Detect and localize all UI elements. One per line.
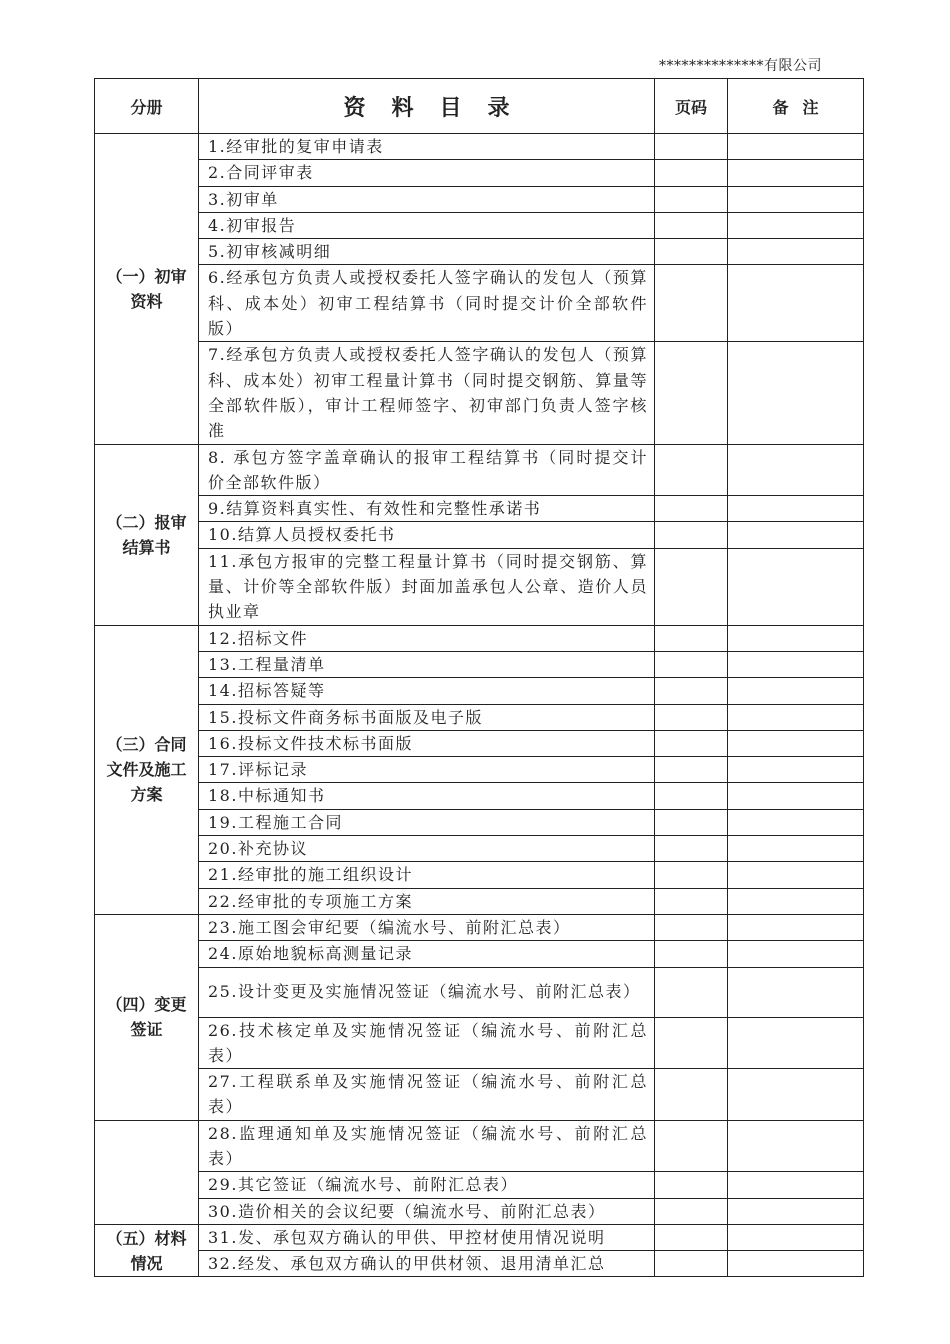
document-item: 11.承包方报审的完整工程量计算书（同时提交钢筋、算量、计价等全部软件版）封面加盖承包人公章、造价人员执业章 bbox=[199, 548, 655, 625]
column-header-volume: 分册 bbox=[95, 79, 199, 134]
page-number-cell bbox=[655, 704, 728, 730]
page-number-cell bbox=[655, 651, 728, 677]
column-header-remark: 备注 bbox=[728, 79, 864, 134]
remark-cell bbox=[728, 1198, 864, 1224]
page-number-cell bbox=[655, 625, 728, 651]
company-name: **************有限公司 bbox=[659, 58, 822, 74]
page-number-cell bbox=[655, 1017, 728, 1069]
page-number-cell bbox=[655, 757, 728, 783]
table-row bbox=[95, 730, 864, 756]
document-item: 28.监理通知单及实施情况签证（编流水号、前附汇总表） bbox=[199, 1120, 655, 1172]
page-number-cell bbox=[655, 809, 728, 835]
page-number-cell bbox=[655, 444, 728, 496]
page-number-cell bbox=[655, 1069, 728, 1121]
page-number-cell bbox=[655, 836, 728, 862]
table-row bbox=[95, 548, 864, 625]
remark-cell bbox=[728, 1251, 864, 1277]
page-number-cell bbox=[655, 1198, 728, 1224]
section-label: （二）报审结算书 bbox=[95, 444, 199, 625]
remark-cell bbox=[728, 134, 864, 160]
document-item: 29.其它签证（编流水号、前附汇总表） bbox=[199, 1172, 655, 1198]
table-row bbox=[95, 160, 864, 186]
page-number-cell bbox=[655, 1120, 728, 1172]
document-item: 12.招标文件 bbox=[199, 625, 655, 651]
page-number-cell bbox=[655, 730, 728, 756]
table-row bbox=[95, 134, 864, 160]
table-row bbox=[95, 704, 864, 730]
remark-cell bbox=[728, 941, 864, 967]
remark-cell bbox=[728, 160, 864, 186]
remark-cell bbox=[728, 836, 864, 862]
section-label: （五）材料情况 bbox=[95, 1224, 199, 1277]
page-number-cell bbox=[655, 186, 728, 212]
table-row bbox=[95, 444, 864, 496]
document-item: 27.工程联系单及实施情况签证（编流水号、前附汇总表） bbox=[199, 1069, 655, 1121]
page-number-cell bbox=[655, 888, 728, 914]
remark-cell bbox=[728, 1120, 864, 1172]
page-number-cell bbox=[655, 265, 728, 342]
table-row bbox=[95, 1251, 864, 1277]
page-number-cell bbox=[655, 160, 728, 186]
section-label: （四）变更签证 bbox=[95, 914, 199, 1120]
document-item: 1.经审批的复审申请表 bbox=[199, 134, 655, 160]
table-row bbox=[95, 212, 864, 238]
document-item: 24.原始地貌标高测量记录 bbox=[199, 941, 655, 967]
table-body bbox=[95, 134, 864, 1277]
table-row bbox=[95, 1069, 864, 1121]
remark-cell bbox=[728, 1172, 864, 1198]
section-label bbox=[95, 1120, 199, 1224]
remark-cell bbox=[728, 1069, 864, 1121]
document-item: 4.初审报告 bbox=[199, 212, 655, 238]
table-row bbox=[95, 1017, 864, 1069]
section-label: （一）初审资料 bbox=[95, 134, 199, 445]
remark-cell bbox=[728, 239, 864, 265]
section-label: （三）合同文件及施工方案 bbox=[95, 625, 199, 914]
table-row bbox=[95, 783, 864, 809]
document-item: 6.经承包方负责人或授权委托人签字确认的发包人（预算科、成本处）初审工程结算书（同时提交计价全部软件版） bbox=[199, 265, 655, 342]
table-row bbox=[95, 862, 864, 888]
table-row bbox=[95, 757, 864, 783]
remark-cell bbox=[728, 1224, 864, 1250]
table-row bbox=[95, 1172, 864, 1198]
remark-cell bbox=[728, 212, 864, 238]
remark-cell bbox=[728, 548, 864, 625]
table-row bbox=[95, 809, 864, 835]
column-header-page: 页码 bbox=[655, 79, 728, 134]
document-item: 23.施工图会审纪要（编流水号、前附汇总表） bbox=[199, 914, 655, 940]
document-item: 8. 承包方签字盖章确认的报审工程结算书（同时提交计价全部软件版） bbox=[199, 444, 655, 496]
document-item: 9.结算资料真实性、有效性和完整性承诺书 bbox=[199, 496, 655, 522]
remark-cell bbox=[728, 444, 864, 496]
document-item: 3.初审单 bbox=[199, 186, 655, 212]
document-item: 18.中标通知书 bbox=[199, 783, 655, 809]
document-item: 15.投标文件商务标书面版及电子版 bbox=[199, 704, 655, 730]
page-number-cell bbox=[655, 1224, 728, 1250]
table-row bbox=[95, 522, 864, 548]
table-row bbox=[95, 265, 864, 342]
remark-cell bbox=[728, 809, 864, 835]
remark-cell bbox=[728, 265, 864, 342]
document-item: 32.经发、承包双方确认的甲供材领、退用清单汇总 bbox=[199, 1251, 655, 1277]
page-number-cell bbox=[655, 1172, 728, 1198]
page-number-cell bbox=[655, 914, 728, 940]
document-item: 30.造价相关的会议纪要（编流水号、前附汇总表） bbox=[199, 1198, 655, 1224]
page-number-cell bbox=[655, 212, 728, 238]
remark-cell bbox=[728, 678, 864, 704]
remark-cell bbox=[728, 625, 864, 651]
document-item: 10.结算人员授权委托书 bbox=[199, 522, 655, 548]
remark-cell bbox=[728, 730, 864, 756]
table-row bbox=[95, 1224, 864, 1250]
table-row bbox=[95, 678, 864, 704]
remark-cell bbox=[728, 342, 864, 444]
table-row bbox=[95, 1120, 864, 1172]
document-item: 16.投标文件技术标书面版 bbox=[199, 730, 655, 756]
document-item: 19.工程施工合同 bbox=[199, 809, 655, 835]
document-item: 14.招标答疑等 bbox=[199, 678, 655, 704]
remark-cell bbox=[728, 704, 864, 730]
table-row bbox=[95, 941, 864, 967]
document-item: 25.设计变更及实施情况签证（编流水号、前附汇总表） bbox=[199, 967, 655, 1017]
page-number-cell bbox=[655, 862, 728, 888]
document-item: 31.发、承包双方确认的甲供、甲控材使用情况说明 bbox=[199, 1224, 655, 1250]
table-row bbox=[95, 967, 864, 1017]
document-item: 20.补充协议 bbox=[199, 836, 655, 862]
document-item: 22.经审批的专项施工方案 bbox=[199, 888, 655, 914]
page-number-cell bbox=[655, 783, 728, 809]
remark-cell bbox=[728, 496, 864, 522]
table-row bbox=[95, 651, 864, 677]
page-number-cell bbox=[655, 496, 728, 522]
remark-cell bbox=[728, 757, 864, 783]
remark-cell bbox=[728, 914, 864, 940]
table-row bbox=[95, 625, 864, 651]
table-row bbox=[95, 186, 864, 212]
remark-cell bbox=[728, 888, 864, 914]
document-item: 2.合同评审表 bbox=[199, 160, 655, 186]
remark-cell bbox=[728, 967, 864, 1017]
page-number-cell bbox=[655, 239, 728, 265]
document-item: 5.初审核减明细 bbox=[199, 239, 655, 265]
remark-cell bbox=[728, 522, 864, 548]
table-row bbox=[95, 342, 864, 444]
page-number-cell bbox=[655, 1251, 728, 1277]
table-row bbox=[95, 888, 864, 914]
table-row bbox=[95, 914, 864, 940]
table-row bbox=[95, 239, 864, 265]
table-row bbox=[95, 496, 864, 522]
page-number-cell bbox=[655, 967, 728, 1017]
document-index-table bbox=[94, 78, 864, 1277]
document-item: 13.工程量清单 bbox=[199, 651, 655, 677]
page-number-cell bbox=[655, 134, 728, 160]
table-row bbox=[95, 836, 864, 862]
remark-cell bbox=[728, 862, 864, 888]
document-item: 21.经审批的施工组织设计 bbox=[199, 862, 655, 888]
page-number-cell bbox=[655, 522, 728, 548]
page-number-cell bbox=[655, 548, 728, 625]
table-row bbox=[95, 1198, 864, 1224]
remark-cell bbox=[728, 783, 864, 809]
page-number-cell bbox=[655, 678, 728, 704]
header-row bbox=[95, 79, 864, 134]
page-number-cell bbox=[655, 342, 728, 444]
remark-cell bbox=[728, 1017, 864, 1069]
remark-cell bbox=[728, 186, 864, 212]
document-item: 7.经承包方负责人或授权委托人签字确认的发包人（预算科、成本处）初审工程量计算书（同时提交钢筋、算量等全部软件版），审计工程师签字、初审部门负责人签字核准 bbox=[199, 342, 655, 444]
document-item: 17.评标记录 bbox=[199, 757, 655, 783]
page-number-cell bbox=[655, 941, 728, 967]
document-item: 26.技术核定单及实施情况签证（编流水号、前附汇总表） bbox=[199, 1017, 655, 1069]
remark-cell bbox=[728, 651, 864, 677]
column-header-title: 资料目录 bbox=[199, 79, 655, 134]
